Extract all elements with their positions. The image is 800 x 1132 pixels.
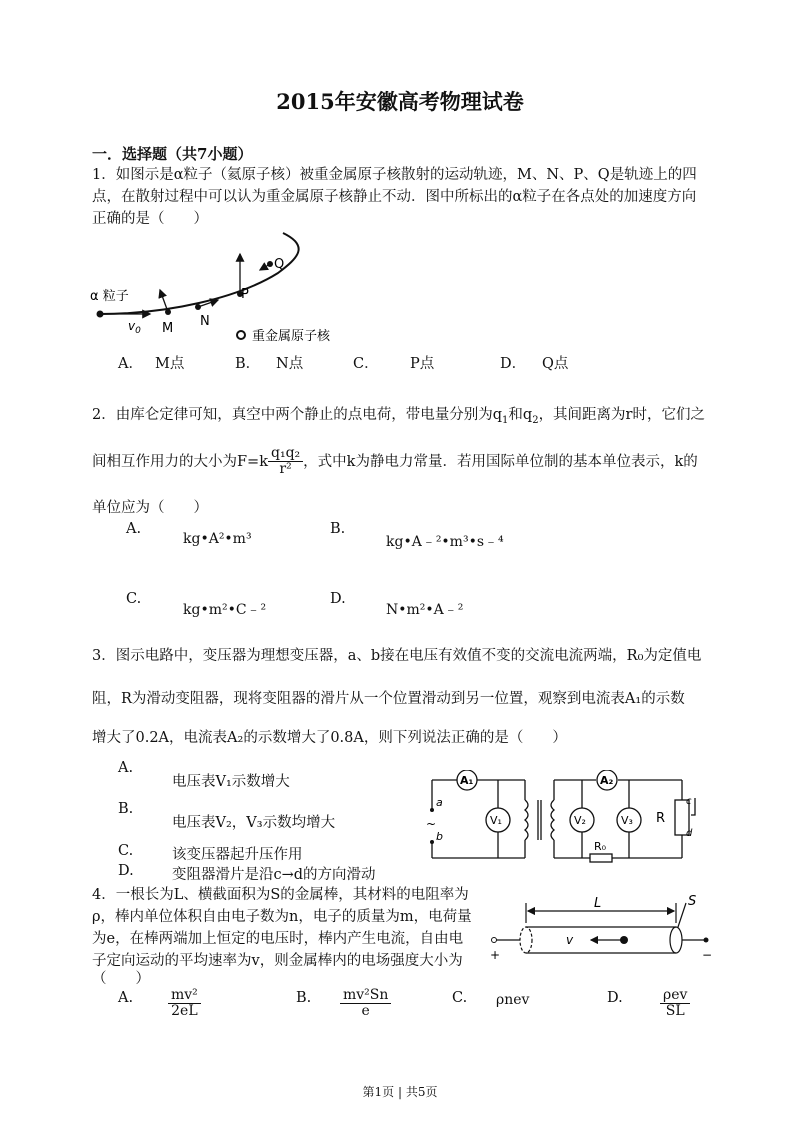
svg-text:+: + bbox=[490, 948, 501, 962]
q4-line1: 4．一根长为L、横截面积为S的金属棒，其材料的电阻率为 bbox=[92, 887, 469, 903]
svg-text:~: ~ bbox=[426, 817, 437, 831]
svg-text:v: v bbox=[566, 933, 574, 947]
q1-option-c-text: P点 bbox=[410, 356, 435, 372]
q1-option-b-text: N点 bbox=[276, 356, 304, 372]
svg-text:−: − bbox=[702, 948, 713, 962]
electron-dot bbox=[620, 936, 628, 944]
q4-option-d-letter: D. bbox=[607, 990, 623, 1006]
q1-trajectory-figure bbox=[88, 228, 388, 348]
q2-option-a-letter: A. bbox=[126, 521, 142, 537]
q4-rod-figure bbox=[486, 893, 716, 973]
q2-option-b-letter: B. bbox=[330, 521, 346, 537]
q3-line3: 增大了0.2A，电流表A₂的示数增大了0.8A，则下列说法正确的是（ ） bbox=[92, 730, 567, 746]
q2-option-c-text: kg•m²•C﹣² bbox=[183, 602, 267, 618]
q1-option-a-letter: A． bbox=[118, 356, 143, 372]
q2-line2: 间相互作用力的大小为F=k $\frac{\text{q₁q₂}}{\text{r²}}$ ，式中k为静电力常量．若用国际单位制的基本单位表示，k的 bbox=[92, 445, 698, 478]
q2-option-a-text: kg•A²•m³ bbox=[183, 531, 252, 547]
svg-text:重金属原子核: 重金属原子核 bbox=[252, 329, 331, 344]
q3-option-c-text: 该变压器起升压作用 bbox=[172, 847, 303, 863]
q4-line3: 为e，在棒两端加上恒定的电压时，棒内产生电流，自由电 bbox=[92, 931, 464, 947]
page-footer: 第1页 | 共5页 bbox=[362, 1085, 438, 1099]
svg-text:Q: Q bbox=[274, 257, 285, 272]
q2-option-b-text: kg•A﹣²•m³•s﹣⁴ bbox=[386, 534, 504, 550]
coulomb-fraction: $\frac{\text{q₁q₂}}{\text{r²}}$ bbox=[268, 446, 303, 478]
svg-text:A₁: A₁ bbox=[460, 774, 474, 787]
q2-option-d-letter: D. bbox=[330, 591, 346, 607]
q1-option-b-letter: B． bbox=[235, 356, 261, 372]
section-heading: 一．选择题（共7小题） bbox=[92, 145, 253, 163]
q3-option-b-letter: B. bbox=[118, 801, 134, 817]
q3-option-a-text: 电压表V₁示数增大 bbox=[172, 774, 290, 790]
alpha-label: α 粒子 bbox=[90, 289, 129, 304]
q3-line1: 3．图示电路中，变压器为理想变压器，a、b接在电压有效值不变的交流电流两端，R₀为定值电 bbox=[92, 648, 702, 664]
svg-text:P: P bbox=[241, 287, 249, 302]
q4-line2: ρ，棒内单位体积自由电子数为n，电子的质量为m，电荷量 bbox=[92, 909, 472, 925]
svg-text:L: L bbox=[594, 896, 602, 911]
q2-option-d-text: N•m²•A﹣² bbox=[386, 602, 464, 618]
q2-line3: 单位应为（ ） bbox=[92, 500, 208, 516]
accel-arrow-Q bbox=[260, 264, 270, 270]
q4-option-d-fraction: ρev SL bbox=[660, 988, 690, 1020]
svg-text:v0: $v_0$ bbox=[128, 319, 141, 336]
q3-line2: 阻，R为滑动变阻器，现将变阻器的滑片从一个位置滑动到另一位置，观察到电流表A₁的示数 bbox=[92, 691, 685, 707]
trajectory-curve bbox=[100, 233, 299, 314]
q3-option-d-text: 变阻器滑片是沿c→d的方向滑动 bbox=[172, 867, 376, 883]
svg-text:S: S bbox=[688, 894, 697, 909]
q1-option-c-letter: C． bbox=[353, 356, 379, 372]
q3-option-b-text: 电压表V₂，V₃示数均增大 bbox=[172, 815, 336, 831]
q4-line4: 子定向运动的平均速率为v，则金属棒内的电场强度大小为 bbox=[92, 953, 463, 969]
q4-option-b-fraction: $\frac{\text{mv²Sn}}{e}$ bbox=[340, 988, 391, 1020]
q2-line1: 2．由库仑定律可知，真空中两个静止的点电荷，带电量分别为$q_1$和$q_2$，其间距离为r时，它们之 bbox=[92, 407, 705, 426]
q3-circuit-diagram bbox=[420, 770, 700, 870]
svg-text:M: M bbox=[162, 321, 174, 336]
q1-option-a-text: M点 bbox=[155, 356, 185, 372]
svg-text:a: a bbox=[436, 796, 443, 809]
nucleus-symbol bbox=[237, 331, 245, 339]
svg-text:R₀: R₀ bbox=[594, 840, 607, 853]
q4-option-a-fraction: $\frac{\text{mv²}}{2eL}$ bbox=[168, 988, 201, 1020]
q4-option-c-text: ρnev bbox=[496, 992, 530, 1008]
svg-text:c: c bbox=[686, 796, 692, 807]
svg-text:V₂: V₂ bbox=[574, 814, 586, 827]
svg-text:R: R bbox=[656, 811, 666, 826]
q4-line5: （ ） bbox=[92, 971, 150, 987]
q3-option-c-letter: C. bbox=[118, 843, 134, 859]
svg-text:b: b bbox=[436, 830, 443, 843]
q1-line1: 1．如图示是α粒子（氦原子核）被重金属原子核散射的运动轨迹，M、N、P、Q是轨迹上的四 bbox=[92, 167, 697, 183]
svg-text:d: d bbox=[686, 828, 693, 839]
q3-option-d-letter: D. bbox=[118, 863, 134, 879]
svg-text:N: N bbox=[200, 314, 210, 329]
q2-option-c-letter: C. bbox=[126, 591, 142, 607]
q4-option-a-letter: A. bbox=[118, 990, 134, 1006]
q4-option-b-letter: B. bbox=[296, 990, 312, 1006]
paper-title: 2015年安徽高考物理试卷 bbox=[276, 89, 524, 114]
q4-option-c-letter: C. bbox=[452, 990, 468, 1006]
q3-option-a-letter: A. bbox=[118, 760, 134, 776]
svg-text:V₃: V₃ bbox=[621, 814, 633, 827]
svg-text:V₁: V₁ bbox=[490, 814, 502, 827]
svg-text:A₂: A₂ bbox=[600, 774, 614, 787]
q1-line2: 点，在散射过程中可以认为重金属原子核静止不动．图中所标出的α粒子在各点处的加速度方向 bbox=[92, 189, 697, 205]
q1-option-d-text: Q点 bbox=[542, 356, 569, 372]
q1-line3: 正确的是（ ） bbox=[92, 211, 208, 227]
q1-option-d-letter: D． bbox=[500, 356, 527, 372]
